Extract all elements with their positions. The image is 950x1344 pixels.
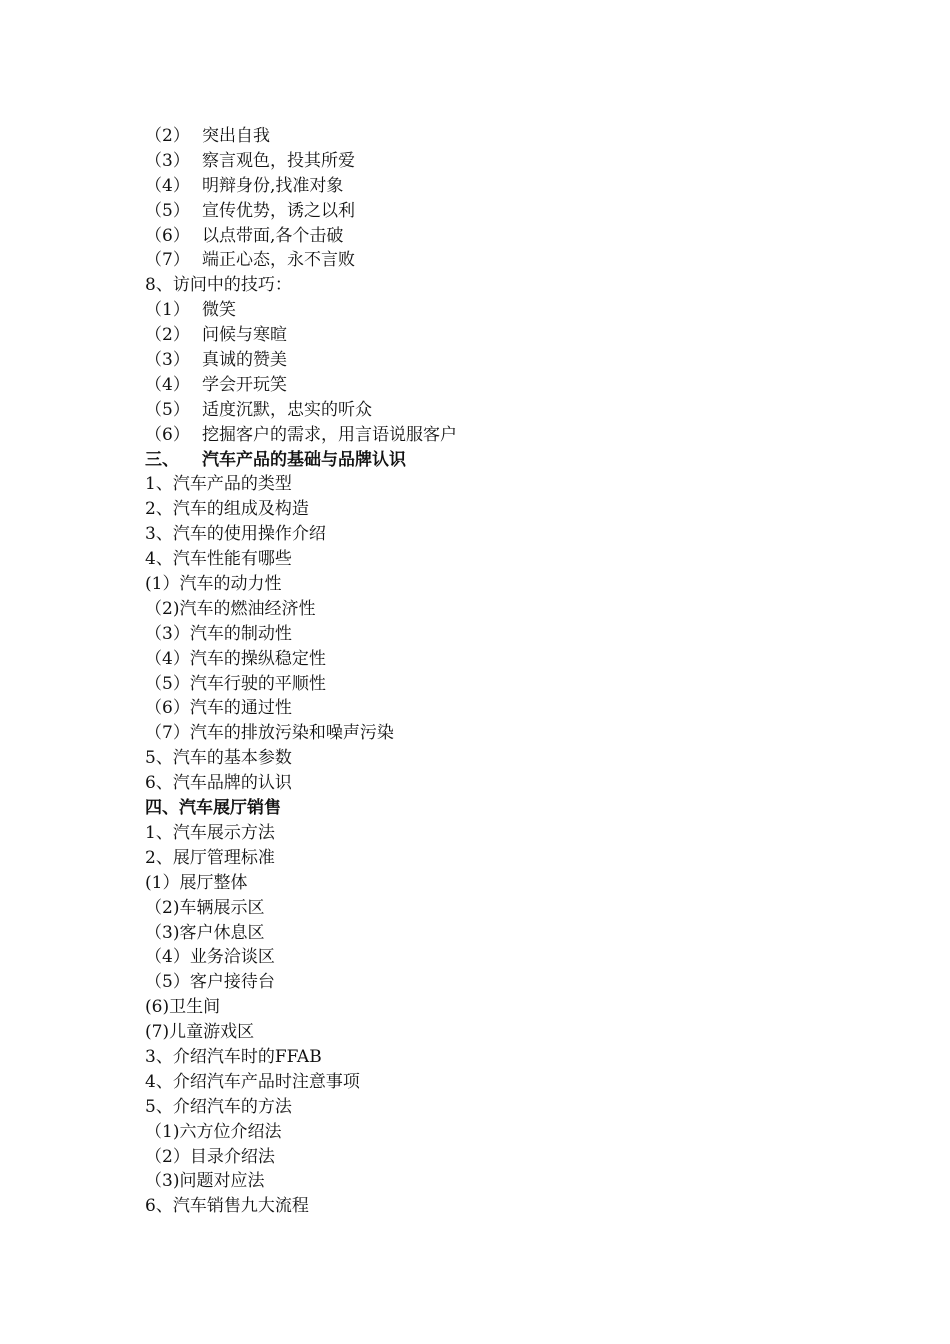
item-number: （6） [145,424,190,445]
list-item [145,746,845,771]
item-text: (1）展厅整体 [145,872,248,893]
item-number: 三、 [145,449,179,470]
item-text: （2）目录介绍法 [145,1146,275,1167]
list-item [145,1145,845,1170]
list-item [145,647,845,672]
item-text: 5、介绍汽车的方法 [145,1096,292,1117]
item-number: （4） [145,175,190,196]
list-item [145,821,845,846]
item-number: （5） [145,200,190,221]
item-text: 6、汽车销售九大流程 [145,1196,309,1217]
item-number: （2） [145,325,190,346]
item-text: 四、汽车展厅销售 [145,798,281,819]
item-number: （3） [145,350,190,371]
item-text: （5）客户接待台 [145,972,275,993]
list-item [145,696,845,721]
item-text: 突出自我 [202,126,270,146]
item-text: （2)车辆展示区 [145,897,265,918]
list-item [145,298,845,323]
item-text: （1)六方位介绍法 [145,1121,282,1142]
list-item [145,1095,845,1120]
list-item [145,1020,845,1045]
item-text: 6、汽车品牌的认识 [145,773,292,794]
list-item [145,1194,845,1219]
item-text: （7）汽车的排放污染和噪声污染 [145,723,394,744]
item-text: （2)汽车的燃油经济性 [145,598,316,619]
chapter-heading [145,448,845,473]
list-item [145,771,845,796]
item-number: （6） [145,225,190,246]
item-text: （4）汽车的操纵稳定性 [145,648,326,669]
list-item [145,323,845,348]
item-text: 2、汽车的组成及构造 [145,499,309,520]
list-item [145,398,845,423]
list-item [145,224,845,249]
list-item [145,174,845,199]
item-number: （4） [145,374,190,395]
item-text: 挖掘客户的需求，用言语说服客户 [202,424,457,445]
list-item [145,921,845,946]
list-item [145,572,845,597]
list-item [145,1070,845,1095]
item-text: 3、汽车的使用操作介绍 [145,524,326,545]
list-item [145,348,845,373]
list-item [145,149,845,174]
item-number: （5） [145,399,190,420]
item-text: 8、访问中的技巧： [145,275,292,296]
section-heading [145,273,845,298]
item-text: 4、汽车性能有哪些 [145,549,292,570]
item-text: 1、汽车产品的类型 [145,474,292,495]
list-item [145,1045,845,1070]
item-text: (6)卫生间 [145,997,221,1018]
item-text: （5）汽车行驶的平顺性 [145,673,326,694]
item-text: （3）汽车的制动性 [145,623,292,644]
list-item [145,373,845,398]
list-item [145,871,845,896]
item-text: 微笑 [202,300,236,321]
item-text: 5、汽车的基本参数 [145,748,292,769]
list-item [145,945,845,970]
item-text: 问候与寒暄 [202,325,287,346]
item-text: 察言观色，投其所爱 [202,150,355,171]
item-text: （3)客户休息区 [145,922,265,943]
list-item [145,597,845,622]
list-item [145,970,845,995]
list-item [145,995,845,1020]
list-item [145,721,845,746]
item-text: 1、汽车展示方法 [145,822,275,843]
list-item [145,1120,845,1145]
item-text: 4、介绍汽车产品时注意事项 [145,1071,360,1092]
item-text: 学会开玩笑 [202,374,287,395]
item-number: （2） [145,126,190,146]
item-text: 3、介绍汽车时的FFAB [145,1046,322,1067]
item-text: (1）汽车的动力性 [145,574,282,595]
list-item [145,846,845,871]
item-number: （1） [145,300,190,321]
chapter-heading [145,796,845,821]
list-item [145,497,845,522]
item-text: 以点带面,各个击破 [202,225,344,246]
list-item [145,248,845,273]
list-item [145,199,845,224]
list-item [145,1169,845,1194]
item-text: (7)儿童游戏区 [145,1022,255,1043]
list-item [145,423,845,448]
document-page [145,124,845,1219]
item-text: （3)问题对应法 [145,1171,265,1192]
item-number: （3） [145,150,190,171]
item-number: （7） [145,250,190,271]
list-item [145,124,845,149]
item-text: 明辩身份,找准对象 [202,175,344,196]
item-text: 真诚的赞美 [202,350,287,371]
list-item [145,522,845,547]
item-text: 宣传优势，诱之以利 [202,200,355,221]
item-text: （6）汽车的通过性 [145,698,292,719]
item-text: （4）业务洽谈区 [145,947,275,968]
list-item [145,622,845,647]
item-text: 端正心态，永不言败 [202,250,355,271]
item-text: 2、展厅管理标准 [145,847,275,868]
list-item [145,547,845,572]
list-item [145,896,845,921]
list-item [145,672,845,697]
list-item [145,472,845,497]
item-text: 适度沉默，忠实的听众 [202,399,372,420]
item-text: 汽车产品的基础与品牌认识 [202,449,406,470]
